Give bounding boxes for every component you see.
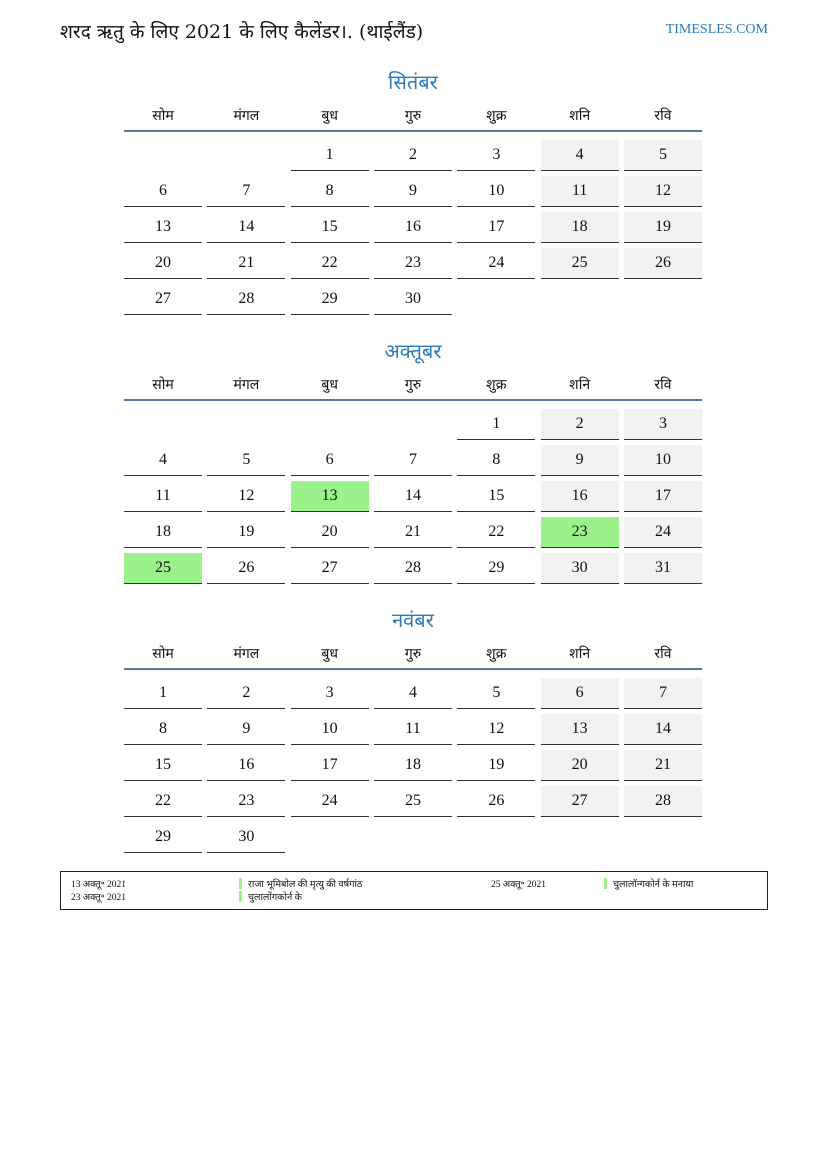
empty-cell [124,409,202,439]
day-cell: 22 [124,786,202,817]
week-row [124,675,702,711]
weekday-label: गुरु [404,376,422,393]
day-cell: 21 [374,517,452,548]
empty-cell [207,140,285,170]
week-row [124,514,702,550]
week-row [124,747,702,783]
holiday-day-cell: 23 [541,517,619,548]
day-cell: 12 [207,481,285,512]
day-cell: 3 [457,140,535,171]
holiday-day-cell: 25 [124,553,202,584]
holiday-legend [60,871,768,910]
day-cell: 13 [124,212,202,243]
week-row [124,478,702,514]
empty-cell [374,409,452,439]
day-cell: 28 [207,284,285,315]
week-row [124,209,702,245]
day-cell: 25 [374,786,452,817]
page-header [60,18,768,48]
day-cell: 6 [291,445,369,476]
week-row [124,442,702,478]
day-cell: 17 [457,212,535,243]
day-cell: 30 [374,284,452,315]
day-cell: 24 [624,517,702,548]
holiday-color-marker [604,878,607,889]
day-cell: 27 [291,553,369,584]
day-cell: 19 [457,750,535,781]
empty-cell [541,284,619,314]
empty-cell [457,822,535,852]
weekday-label: शनि [569,645,591,662]
day-cell: 24 [457,248,535,279]
day-cell: 2 [207,678,285,709]
day-cell: 3 [624,409,702,440]
day-cell: 21 [207,248,285,279]
weekday-header [124,100,702,132]
legend-text: चुलालोंगकोर्न के [248,893,302,903]
month-name: सितंबर [388,70,438,94]
day-cell: 29 [124,822,202,853]
day-cell: 18 [374,750,452,781]
day-cell: 11 [541,176,619,207]
week-row [124,783,702,819]
day-cell: 14 [207,212,285,243]
day-cell: 28 [624,786,702,817]
day-cell: 17 [624,481,702,512]
day-cell: 18 [124,517,202,548]
day-cell: 4 [374,678,452,709]
day-cell: 19 [207,517,285,548]
holiday-day-cell: 13 [291,481,369,512]
empty-cell [124,140,202,170]
empty-cell [291,409,369,439]
day-cell: 4 [124,445,202,476]
holiday-color-marker [239,891,242,902]
day-cell: 14 [624,714,702,745]
weekday-header [124,638,702,670]
day-cell: 26 [624,248,702,279]
weekday-label: मंगल [233,645,260,662]
month-block [124,604,702,855]
weekday-label: बुध [321,645,338,662]
day-cell: 8 [457,445,535,476]
week-row [124,711,702,747]
empty-cell [207,409,285,439]
weekday-label: सोम [152,107,174,124]
day-cell: 29 [457,553,535,584]
day-cell: 22 [457,517,535,548]
day-cell: 30 [207,822,285,853]
weekday-label: सोम [152,645,174,662]
weekday-header [124,369,702,401]
day-cell: 5 [207,445,285,476]
day-cell: 13 [541,714,619,745]
weekday-label: मंगल [233,107,260,124]
week-row [124,137,702,173]
day-cell: 10 [457,176,535,207]
week-row [124,245,702,281]
weekday-label: बुध [321,376,338,393]
day-cell: 12 [457,714,535,745]
week-row [124,281,702,317]
day-cell: 26 [457,786,535,817]
week-row [124,173,702,209]
month-name: अक्तूबर [384,339,442,363]
day-cell: 23 [207,786,285,817]
day-cell: 7 [207,176,285,207]
day-cell: 15 [291,212,369,243]
day-cell: 8 [124,714,202,745]
day-cell: 1 [291,140,369,171]
weekday-label: गुरु [404,107,422,124]
month-block [124,335,702,586]
week-row [124,819,702,855]
weekday-label: शनि [569,376,591,393]
day-cell: 16 [207,750,285,781]
empty-cell [457,284,535,314]
weekday-label: शुक्र [486,376,507,393]
day-cell: 15 [457,481,535,512]
empty-cell [624,822,702,852]
day-cell: 28 [374,553,452,584]
day-cell: 5 [457,678,535,709]
day-cell: 2 [541,409,619,440]
day-cell: 29 [291,284,369,315]
day-cell: 26 [207,553,285,584]
day-cell: 9 [374,176,452,207]
empty-cell [624,284,702,314]
weekday-label: रवि [654,107,672,124]
day-cell: 14 [374,481,452,512]
weekday-label: गुरु [404,645,422,662]
day-cell: 24 [291,786,369,817]
day-cell: 10 [291,714,369,745]
weekday-label: सोम [152,376,174,393]
weekday-label: बुध [321,107,338,124]
day-cell: 7 [624,678,702,709]
legend-text: चुलालॉन्गकोर्न के मनाया [613,880,694,890]
day-cell: 23 [374,248,452,279]
day-cell: 15 [124,750,202,781]
empty-cell [291,822,369,852]
day-cell: 6 [124,176,202,207]
day-cell: 11 [124,481,202,512]
day-cell: 3 [291,678,369,709]
weekday-label: रवि [654,376,672,393]
day-cell: 9 [207,714,285,745]
day-cell: 20 [291,517,369,548]
day-cell: 7 [374,445,452,476]
day-cell: 11 [374,714,452,745]
legend-date: 23 अक्तू॰ 2021 [71,893,127,903]
site-link[interactable]: TIMESLES.COM [665,22,768,37]
day-cell: 12 [624,176,702,207]
day-cell: 9 [541,445,619,476]
page-title: शरद ऋतु के लिए 2021 के लिए कैलेंडर।. (थाईलैंड) [60,21,424,43]
day-cell: 21 [624,750,702,781]
week-row [124,406,702,442]
day-cell: 19 [624,212,702,243]
empty-cell [541,822,619,852]
day-cell: 27 [541,786,619,817]
day-cell: 22 [291,248,369,279]
day-cell: 18 [541,212,619,243]
week-row [124,550,702,586]
legend-text: राजा भूमिबोल की मृत्यु की वर्षगांठ [248,880,363,890]
day-cell: 5 [624,140,702,171]
day-cell: 10 [624,445,702,476]
holiday-color-marker [239,878,242,889]
month-block [124,66,702,317]
month-name: नवंबर [392,608,434,632]
weekday-label: शुक्र [486,645,507,662]
day-cell: 6 [541,678,619,709]
weekday-label: शुक्र [486,107,507,124]
day-cell: 16 [374,212,452,243]
day-cell: 17 [291,750,369,781]
day-cell: 16 [541,481,619,512]
day-cell: 20 [124,248,202,279]
weekday-label: मंगल [233,376,260,393]
day-cell: 27 [124,284,202,315]
day-cell: 4 [541,140,619,171]
day-cell: 2 [374,140,452,171]
day-cell: 1 [457,409,535,440]
day-cell: 1 [124,678,202,709]
legend-date: 13 अक्तू॰ 2021 [71,880,127,890]
day-cell: 20 [541,750,619,781]
day-cell: 31 [624,553,702,584]
weekday-label: शनि [569,107,591,124]
weekday-label: रवि [654,645,672,662]
day-cell: 30 [541,553,619,584]
empty-cell [374,822,452,852]
day-cell: 8 [291,176,369,207]
legend-date: 25 अक्तू॰ 2021 [491,880,547,890]
day-cell: 25 [541,248,619,279]
